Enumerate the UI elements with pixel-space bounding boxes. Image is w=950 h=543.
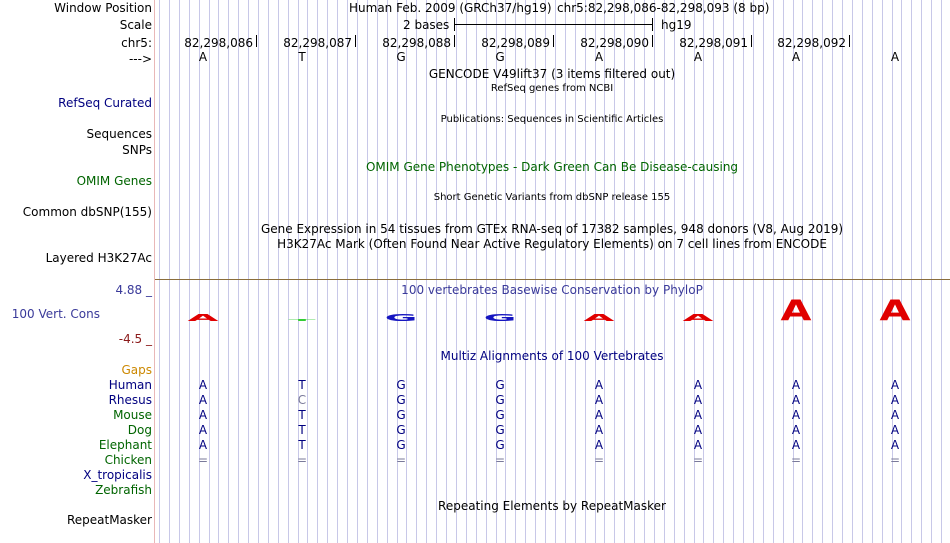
grid-line <box>743 0 744 543</box>
logo-letter: T <box>288 318 316 322</box>
snps-label[interactable]: SNPs <box>122 143 152 157</box>
ruler-coordinate: 82,298,092 <box>777 36 846 50</box>
grid-line <box>387 0 388 543</box>
h3k27ac-track-title[interactable]: H3K27Ac Mark (Often Found Near Active Regulatory Elements) on 7 cell lines from ENCODE <box>277 237 827 251</box>
grid-line <box>763 0 764 543</box>
ruler-tick <box>553 35 554 47</box>
grid-line <box>674 0 675 543</box>
grid-line <box>456 0 457 543</box>
sequences-label[interactable]: Sequences <box>86 127 152 141</box>
grid-line <box>337 0 338 543</box>
logo-letter: A <box>879 294 911 328</box>
logo-letter: G <box>483 312 517 324</box>
aligned-base: A <box>791 408 801 422</box>
layered-h3k27ac-label[interactable]: Layered H3K27Ac <box>45 251 152 265</box>
strand-arrow-label[interactable]: ---> <box>128 52 152 66</box>
aligned-base: T <box>298 408 306 422</box>
aligned-base: G <box>495 393 505 407</box>
aligned-base: A <box>198 423 208 437</box>
aligned-base: T <box>298 438 306 452</box>
aligned-base: A <box>890 393 900 407</box>
assembly-text: Human Feb. 2009 (GRCh37/hg19) <box>349 1 552 15</box>
grid-line <box>288 0 289 543</box>
aligned-base: A <box>693 423 703 437</box>
grid-line <box>882 0 883 543</box>
aligned-base: = <box>790 453 802 467</box>
grid-line <box>317 0 318 543</box>
aligned-base: G <box>396 438 406 452</box>
species-label[interactable]: X_tropicalis <box>83 468 152 482</box>
grid-line <box>654 0 655 543</box>
logo-letter: A <box>583 312 615 324</box>
aligned-base: G <box>495 378 505 392</box>
aligned-base: A <box>791 378 801 392</box>
aligned-base: = <box>889 453 901 467</box>
common-dbsnp-label[interactable]: Common dbSNP(155) <box>22 205 152 219</box>
grid-line <box>416 0 417 543</box>
ruler-tick <box>454 35 455 47</box>
grid-line <box>872 0 873 543</box>
aligned-base: = <box>593 453 605 467</box>
ruler-tick <box>355 35 356 47</box>
scale-bar-text: 2 bases <box>403 18 450 32</box>
reference-base: A <box>791 50 801 64</box>
aligned-base: A <box>594 378 604 392</box>
scale-bar-right-cap <box>652 18 653 31</box>
ruler-tick <box>256 35 257 47</box>
ruler-tick <box>652 35 653 47</box>
grid-line <box>466 0 467 543</box>
ruler-coordinate: 82,298,086 <box>184 36 253 50</box>
aligned-base: A <box>198 393 208 407</box>
aligned-base: A <box>791 423 801 437</box>
aligned-base: G <box>495 408 505 422</box>
window-position-label: Window Position <box>54 1 152 15</box>
reference-base: G <box>396 50 406 64</box>
ruler-coordinate: 82,298,090 <box>580 36 649 50</box>
gaps-label: Gaps <box>121 363 152 377</box>
species-label[interactable]: Zebrafish <box>95 483 152 497</box>
grid-line <box>179 0 180 543</box>
ruler-coordinate: 82,298,089 <box>481 36 550 50</box>
grid-line <box>911 0 912 543</box>
refseq-track-subtitle: RefSeq genes from NCBI <box>490 83 614 94</box>
aligned-base: A <box>890 408 900 422</box>
grid-line <box>931 0 932 543</box>
phylop-track-title[interactable]: 100 vertebrates Basewise Conservation by PhyloP <box>401 283 703 297</box>
logo-letter: A <box>187 312 219 324</box>
grid-line <box>644 0 645 543</box>
species-label[interactable]: Human <box>108 378 152 392</box>
refseq-curated-label[interactable]: RefSeq Curated <box>58 96 152 110</box>
track-group-separator <box>155 279 950 280</box>
publications-track-subtitle: Publications: Sequences in Scientific Articles <box>440 114 664 125</box>
omim-genes-label[interactable]: OMIM Genes <box>76 174 152 188</box>
aligned-base: = <box>494 453 506 467</box>
reference-base: A <box>594 50 604 64</box>
scale-bar-left-cap <box>454 18 455 31</box>
ruler-coordinate: 82,298,087 <box>283 36 352 50</box>
aligned-base: A <box>791 438 801 452</box>
aligned-base: A <box>594 438 604 452</box>
grid-line <box>268 0 269 543</box>
grid-line <box>189 0 190 543</box>
reference-base: G <box>495 50 505 64</box>
aligned-base: G <box>495 438 505 452</box>
ruler-tick <box>849 35 850 47</box>
grid-line <box>713 0 714 543</box>
species-label[interactable]: Rhesus <box>108 393 152 407</box>
cons-min-value: -4.5 _ <box>118 332 152 346</box>
grid-line <box>773 0 774 543</box>
grid-line <box>357 0 358 543</box>
reference-base: A <box>693 50 703 64</box>
label-divider <box>154 0 155 543</box>
grid-line <box>664 0 665 543</box>
grid-line <box>377 0 378 543</box>
grid-line <box>446 0 447 543</box>
reference-base: A <box>890 50 900 64</box>
repeatmasker-track-title[interactable]: Repeating Elements by RepeatMasker <box>438 499 666 513</box>
vert-cons-label[interactable]: 100 Vert. Cons <box>11 307 100 321</box>
aligned-base: A <box>198 378 208 392</box>
grid-line <box>327 0 328 543</box>
aligned-base: A <box>791 393 801 407</box>
aligned-base: G <box>396 408 406 422</box>
species-label[interactable]: Mouse <box>113 408 152 422</box>
grid-line <box>753 0 754 543</box>
aligned-base: A <box>198 408 208 422</box>
grid-line <box>228 0 229 543</box>
aligned-base: G <box>396 378 406 392</box>
aligned-base: G <box>396 393 406 407</box>
aligned-base: A <box>693 408 703 422</box>
aligned-base: A <box>890 423 900 437</box>
species-label[interactable]: Dog <box>127 423 152 437</box>
grid-line <box>822 0 823 543</box>
aligned-base: T <box>298 378 306 392</box>
grid-line <box>684 0 685 543</box>
grid-line <box>941 0 942 543</box>
grid-line <box>486 0 487 543</box>
ruler-coordinate: 82,298,088 <box>382 36 451 50</box>
grid-line <box>436 0 437 543</box>
aligned-base: A <box>693 378 703 392</box>
aligned-base: T <box>298 423 306 437</box>
grid-line <box>614 0 615 543</box>
grid-line <box>783 0 784 543</box>
aligned-base: = <box>692 453 704 467</box>
grid-line <box>159 0 160 543</box>
grid-line <box>367 0 368 543</box>
reference-base: A <box>198 50 208 64</box>
omim-track-title[interactable]: OMIM Gene Phenotypes - Dark Green Can Be Disease-causing <box>365 160 739 174</box>
grid-line <box>921 0 922 543</box>
grid-line <box>812 0 813 543</box>
grid-line <box>258 0 259 543</box>
aligned-base: C <box>297 393 307 407</box>
grid-line <box>218 0 219 543</box>
scale-label: Scale <box>119 18 152 32</box>
logo-letter: A <box>780 294 812 328</box>
cons-max-value: 4.88 _ <box>115 283 152 297</box>
grid-line <box>733 0 734 543</box>
logo-letter: A <box>682 312 714 324</box>
aligned-base: A <box>198 438 208 452</box>
dbsnp-track-subtitle: Short Genetic Variants from dbSNP release 155 <box>433 192 671 203</box>
repeatmasker-label[interactable]: RepeatMasker <box>66 513 152 527</box>
grid-line <box>852 0 853 543</box>
chromosome-label: chr5: <box>121 36 152 50</box>
aligned-base: A <box>693 438 703 452</box>
db-text: hg19 <box>661 18 692 32</box>
aligned-base: A <box>890 378 900 392</box>
species-label[interactable]: Elephant <box>98 438 152 452</box>
species-label[interactable]: Chicken <box>104 453 152 467</box>
aligned-base: A <box>594 408 604 422</box>
scale-bar <box>454 24 653 25</box>
aligned-base: A <box>594 393 604 407</box>
position-text: chr5:82,298,086-82,298,093 (8 bp) <box>557 1 770 15</box>
gtex-track-title[interactable]: Gene Expression in 54 tissues from GTEx RNA-seq of 17382 samples, 948 donors (V8, Aug 2019) <box>260 222 844 236</box>
grid-line <box>832 0 833 543</box>
aligned-base: A <box>890 438 900 452</box>
grid-line <box>476 0 477 543</box>
aligned-base: A <box>693 393 703 407</box>
aligned-base: = <box>296 453 308 467</box>
grid-line <box>347 0 348 543</box>
aligned-base: G <box>495 423 505 437</box>
grid-line <box>238 0 239 543</box>
aligned-base: A <box>594 423 604 437</box>
gencode-track-title[interactable]: GENCODE V49lift37 (3 items filtered out) <box>428 67 676 81</box>
aligned-base: = <box>395 453 407 467</box>
grid-line <box>624 0 625 543</box>
grid-line <box>278 0 279 543</box>
aligned-base: = <box>197 453 209 467</box>
grid-line <box>723 0 724 543</box>
grid-line <box>169 0 170 543</box>
grid-line <box>426 0 427 543</box>
logo-letter: G <box>384 312 418 324</box>
grid-line <box>634 0 635 543</box>
multiz-track-title[interactable]: Multiz Alignments of 100 Vertebrates <box>440 349 664 363</box>
ruler-coordinate: 82,298,091 <box>679 36 748 50</box>
aligned-base: G <box>396 423 406 437</box>
grid-line <box>842 0 843 543</box>
ruler-tick <box>751 35 752 47</box>
grid-line <box>248 0 249 543</box>
reference-base: T <box>298 50 306 64</box>
grid-line <box>862 0 863 543</box>
